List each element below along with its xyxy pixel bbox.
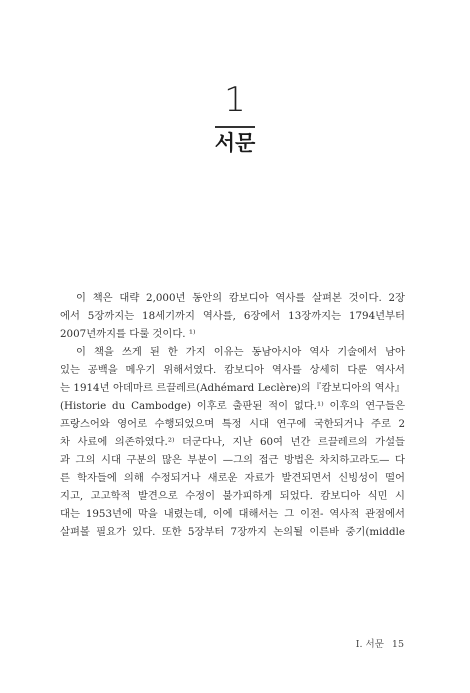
- body-line: 차 사료에 의존하였다.²⁾ 더군다나, 지난 60여 년간 르끌레르의 가설들: [60, 436, 405, 448]
- body-line: 는 1914년 아데마르 르끌레르(Adhémard Leclère)의『캄보디아의 역사』: [60, 382, 405, 394]
- body-line: 있는 공백을 메우기 위해서였다. 캄보디아 역사를 상세히 다룬 역사서: [60, 364, 405, 376]
- page-number: 15: [391, 639, 404, 650]
- body-line: 이 책을 쓰게 된 한 가지 이유는 동남아시아 역사 기술에서 남아: [76, 346, 405, 358]
- body-line: (Historie du Cambodge) 이후로 출판된 적이 없다.¹⁾ 이후의 연구들은: [60, 400, 405, 412]
- body-text: [60, 289, 405, 541]
- body-line: 2007년까지를 다룰 것이다. ¹⁾: [60, 328, 196, 340]
- body-line: 른 학자들에 의해 수정되거나 새로운 자료가 발견되면서 신빙성이 떨어: [60, 472, 405, 484]
- body-line: 프랑스어와 영어로 수행되었으며 특정 시대 연구에 국한되거나 주로 2: [60, 418, 405, 430]
- body-line: 살펴볼 필요가 있다. 또한 5장부터 7장까지 논의될 이른바 중기(middle: [60, 526, 405, 538]
- body-line: 지고, 고고학적 발견으로 수정이 불가피하게 되었다. 캄보디아 식민 시: [60, 490, 405, 502]
- body-line: 과 그의 시대 구분의 많은 부분이 —그의 접근 방법은 차치하고라도— 다: [60, 454, 405, 466]
- body-line: 에서 5장까지는 18세기까지 역사를, 6장에서 13장까지는 1794년부터: [60, 310, 405, 322]
- running-header: I. 서문: [355, 639, 384, 650]
- page-footer: [356, 638, 404, 652]
- chapter-title: 서문: [214, 131, 256, 155]
- chapter-number: 1: [224, 80, 246, 120]
- body-line: 이 책은 대략 2,000년 동안의 캄보디아 역사를 살펴본 것이다. 2장: [76, 292, 405, 304]
- body-line: 대는 1953년에 막을 내렸는데, 이에 대해서는 그 이전- 역사적 관점에서: [60, 508, 405, 520]
